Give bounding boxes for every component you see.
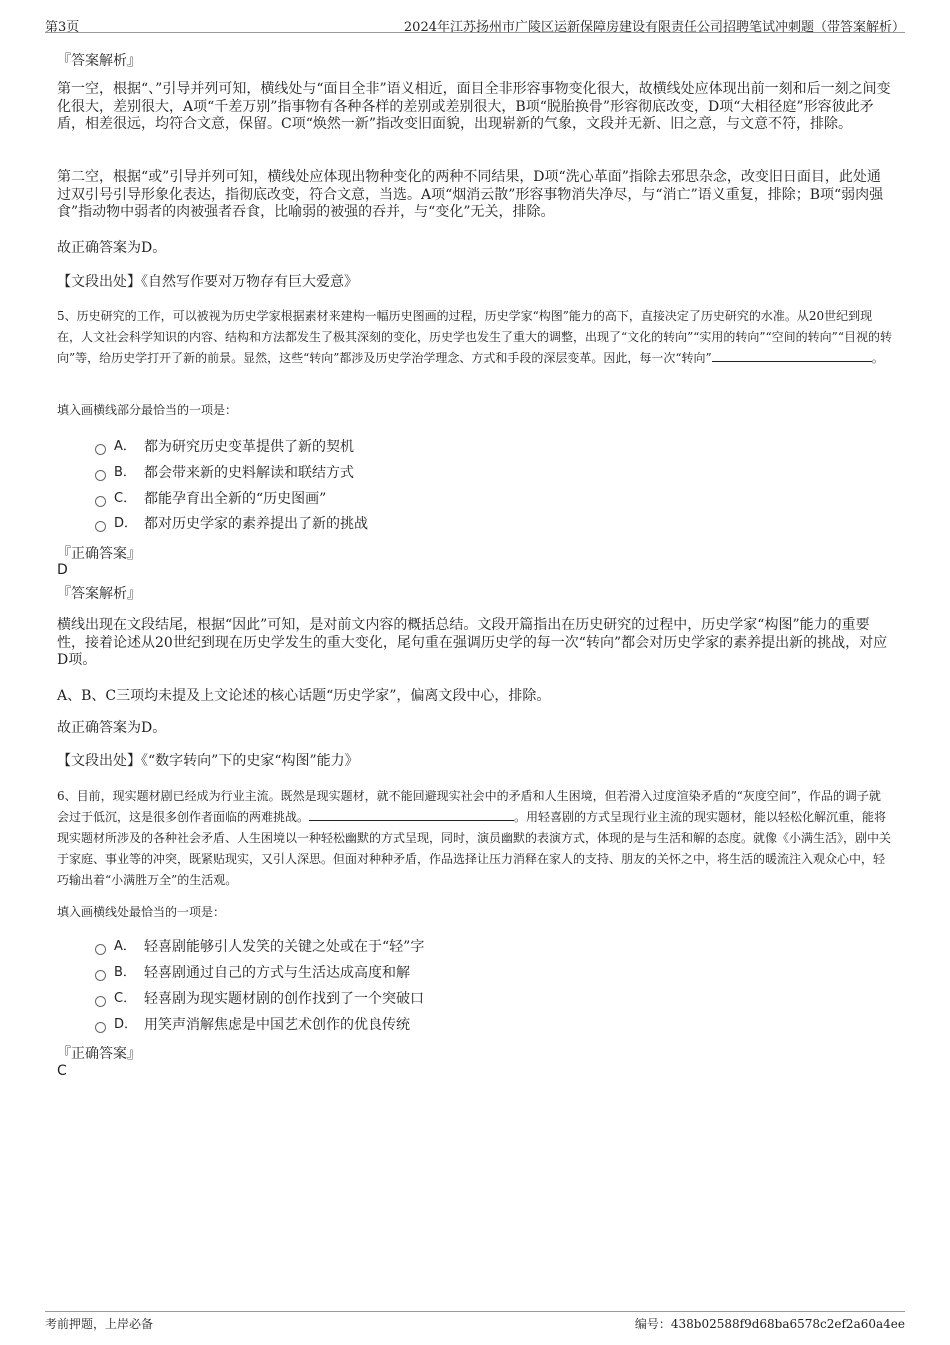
radio-icon[interactable] (95, 944, 106, 955)
correct-answer-label: 『正确答案』 (57, 546, 141, 562)
option-c[interactable]: C． 都能孕育出全新的“历史图画” (95, 489, 326, 509)
correct-answer-label: 『正确答案』 (57, 1046, 141, 1062)
radio-icon[interactable] (95, 496, 106, 507)
question-prompt: 填入画横线部分最恰当的一项是： (57, 403, 238, 417)
correct-answer: D (57, 562, 68, 578)
analysis-paragraph: 横线出现在文段结尾，根据“因此”可知，是对前文内容的概括总结。文段开篇指出在历史研究的过程中，历史学家“构图”能力的重要性，接着论述从20世纪到现在历史学发生的重大变化，尾句重在强调历史学的每一次“转向”都会对历史学家的素养提出新的挑战，对应D项。 (57, 617, 888, 668)
answer-blank (712, 360, 872, 362)
analysis-paragraph: 第二空，根据“或”引导并列可知，横线处应体现出物种变化的两种不同结果，D项“洗心革面”指除去邪思杂念，改变旧日面目，此处通过双引号引导形象化表达，指彻底改变，符合文意，当选。A项“烟消云散”形容事物消失净尽，与“消亡”语义重复，排除；B项“弱肉强食”指动物中弱者的肉被强者吞食，比喻弱的被强的吞并，与“变化”无关，排除。 (57, 169, 884, 220)
footer-slogan: 考前押题，上岸必备 (45, 1317, 154, 1331)
source-citation: 【文段出处】《“数字转向”下的史家“构图”能力》 (57, 753, 359, 769)
analysis-label: 『答案解析』 (57, 586, 141, 602)
radio-icon[interactable] (95, 1022, 106, 1033)
option-b[interactable]: B． 轻喜剧通过自己的方式与生活达成高度和解 (95, 963, 410, 983)
option-a[interactable]: A． 轻喜剧能够引人发笑的关键之处或在于“轻”字 (95, 937, 424, 957)
question-stem: 6、目前，现实题材剧已经成为行业主流。既然是现实题材，就不能回避现实社会中的矛盾和人生困境，但若滑入过度渲染矛盾的“灰度空间”，作品的调子就会过于低沉，这是很多创作者面临的两难挑战。 。用轻喜剧的方式呈现行业主流的现实题材，能以轻松化解沉重，能将现实题材所涉及的各种社会矛盾、人生困境以一种轻松幽默的方式呈现，同时，演员幽默的表演方式，体现的是与生活和解的态度。就像《小满生活》，剧中关于家庭、事业等的冲突，既紧贴现实，又引人深思。但面对种种矛盾，作品选择让压力消释在家人的支持、朋友的关怀之中，将生活的暖流注入观众心中，轻巧输出着“小满胜万全”的生活观。 (57, 789, 892, 887)
radio-icon[interactable] (95, 521, 106, 532)
radio-icon[interactable] (95, 970, 106, 981)
option-b[interactable]: B． 都会带来新的史料解读和联结方式 (95, 463, 354, 483)
source-citation: 【文段出处】《自然写作要对万物存有巨大爱意》 (57, 274, 358, 290)
option-a[interactable]: A． 都为研究历史变革提供了新的契机 (95, 437, 354, 457)
analysis-label: 『答案解析』 (57, 53, 141, 69)
document-title: 2024年江苏扬州市广陵区运新保障房建设有限责任公司招聘笔试冲刺题（带答案解析） (403, 20, 905, 35)
document-id: 编号：438b02588f9d68ba6578c2ef2a60a4ee (634, 1317, 905, 1331)
page-number: 第3页 (45, 20, 80, 35)
answer-blank (309, 819, 514, 821)
analysis-paragraph: 第一空，根据“、”引导并列可知，横线处与“面目全非”语义相近，面目全非形容事物变化很大，故横线处应体现出前一刻和后一刻之间变化很大，差别很大，A项“千差万别”指事物有各种各样的差别或差别很大，B项“脱胎换骨”形容彻底改变，D项“大相径庭”形容彼此矛盾，相差很远，均符合文意，保留。C项“焕然一新”指改变旧面貌，出现崭新的气象，文段并无新、旧之意，与文意不符，排除。 (57, 81, 891, 132)
conclusion: 故正确答案为D。 (57, 240, 167, 256)
option-d[interactable]: D． 用笑声消解焦虑是中国艺术创作的优良传统 (95, 1015, 410, 1035)
option-c[interactable]: C． 轻喜剧为现实题材剧的创作找到了一个突破口 (95, 989, 424, 1009)
conclusion: 故正确答案为D。 (57, 720, 167, 736)
header-divider (45, 32, 905, 33)
option-d[interactable]: D． 都对历史学家的素养提出了新的挑战 (95, 514, 368, 534)
question-stem: 5、历史研究的工作，可以被视为历史学家根据素材来建构一幅历史图画的过程，历史学家“构图”能力的高下，直接决定了历史研究的水准。从20世纪到现在，人文社会科学知识的内容、结构和方法都发生了极其深刻的变化，历史学也发生了重大的调整，出现了“文化的转向”“实用的转向”“空间的转向”“目视的转向”等，给历史学打开了新的前景。显然，这些“转向”都涉及历史学治学理念、方式和手段的深层变革。因此，每一次“转向” 。 (57, 309, 892, 365)
radio-icon[interactable] (95, 996, 106, 1007)
radio-icon[interactable] (95, 470, 106, 481)
radio-icon[interactable] (95, 444, 106, 455)
footer-divider (45, 1311, 905, 1312)
analysis-paragraph: A、B、C三项均未提及上文论述的核心话题“历史学家”，偏离文段中心，排除。 (57, 688, 551, 704)
question-prompt: 填入画横线处最恰当的一项是： (57, 905, 226, 919)
correct-answer: C (57, 1063, 67, 1079)
